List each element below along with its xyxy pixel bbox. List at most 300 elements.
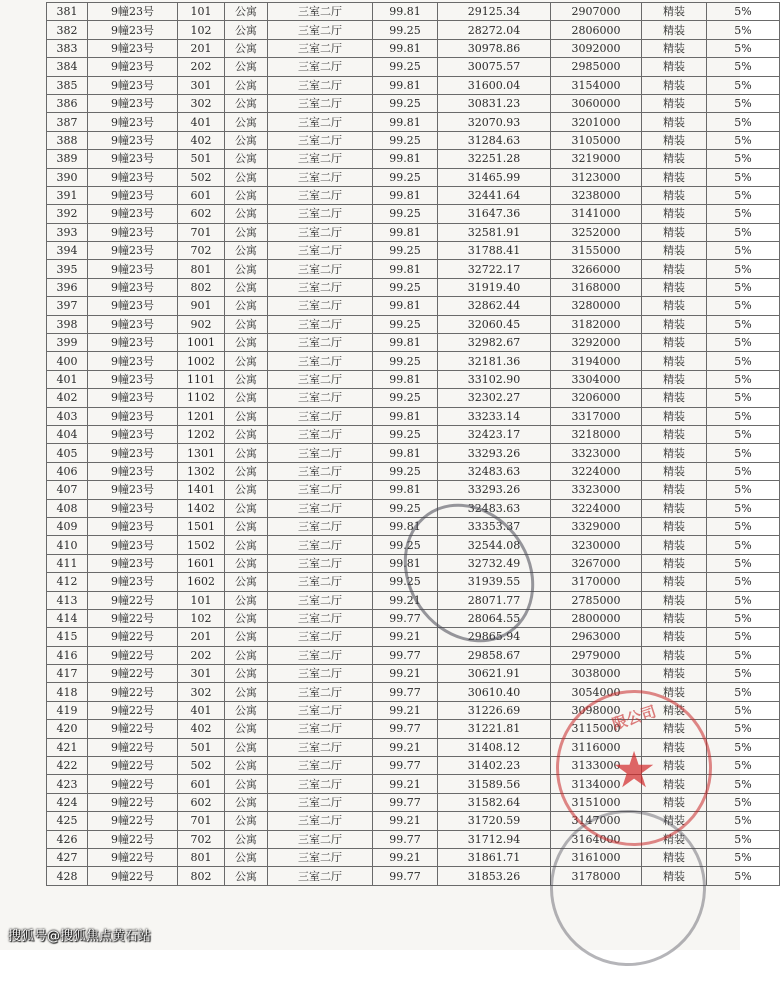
cell-row-number: 384 bbox=[47, 58, 88, 76]
cell-unit-price: 32732.49 bbox=[438, 554, 551, 572]
table-row bbox=[47, 352, 780, 370]
cell-area: 99.77 bbox=[373, 793, 438, 811]
cell-usage: 公寓 bbox=[225, 113, 268, 131]
table-row bbox=[47, 58, 780, 76]
cell-total-price: 3266000 bbox=[551, 260, 642, 278]
cell-usage: 公寓 bbox=[225, 370, 268, 388]
cell-row-number: 426 bbox=[47, 830, 88, 848]
cell-finish: 精装 bbox=[642, 131, 707, 149]
table-row bbox=[47, 223, 780, 241]
cell-finish: 精装 bbox=[642, 683, 707, 701]
cell-unit-price: 32070.93 bbox=[438, 113, 551, 131]
cell-down-payment-rate: 5% bbox=[707, 260, 780, 278]
table-row bbox=[47, 76, 780, 94]
cell-area: 99.25 bbox=[373, 352, 438, 370]
cell-row-number: 395 bbox=[47, 260, 88, 278]
cell-finish: 精装 bbox=[642, 462, 707, 480]
cell-total-price: 3304000 bbox=[551, 370, 642, 388]
table-row bbox=[47, 113, 780, 131]
cell-area: 99.81 bbox=[373, 76, 438, 94]
cell-building: 9幢23号 bbox=[88, 334, 178, 352]
cell-room-number: 1401 bbox=[178, 481, 225, 499]
cell-usage: 公寓 bbox=[225, 352, 268, 370]
cell-down-payment-rate: 5% bbox=[707, 683, 780, 701]
cell-layout: 三室二厅 bbox=[268, 352, 373, 370]
cell-layout: 三室二厅 bbox=[268, 94, 373, 112]
cell-finish: 精装 bbox=[642, 591, 707, 609]
cell-usage: 公寓 bbox=[225, 536, 268, 554]
cell-down-payment-rate: 5% bbox=[707, 186, 780, 204]
cell-usage: 公寓 bbox=[225, 481, 268, 499]
cell-area: 99.77 bbox=[373, 646, 438, 664]
cell-unit-price: 31402.23 bbox=[438, 757, 551, 775]
cell-room-number: 602 bbox=[178, 205, 225, 223]
cell-layout: 三室二厅 bbox=[268, 278, 373, 296]
cell-layout: 三室二厅 bbox=[268, 591, 373, 609]
cell-room-number: 102 bbox=[178, 21, 225, 39]
cell-area: 99.21 bbox=[373, 701, 438, 719]
cell-total-price: 3280000 bbox=[551, 297, 642, 315]
cell-building: 9幢22号 bbox=[88, 775, 178, 793]
cell-building: 9幢23号 bbox=[88, 39, 178, 57]
red-seal-text: 限公司 bbox=[609, 702, 659, 734]
cell-building: 9幢23号 bbox=[88, 462, 178, 480]
cell-building: 9幢22号 bbox=[88, 793, 178, 811]
cell-usage: 公寓 bbox=[225, 646, 268, 664]
cell-area: 99.25 bbox=[373, 131, 438, 149]
table-row bbox=[47, 573, 780, 591]
cell-usage: 公寓 bbox=[225, 554, 268, 572]
cell-usage: 公寓 bbox=[225, 573, 268, 591]
cell-layout: 三室二厅 bbox=[268, 3, 373, 21]
cell-usage: 公寓 bbox=[225, 793, 268, 811]
cell-area: 99.25 bbox=[373, 168, 438, 186]
cell-area: 99.21 bbox=[373, 738, 438, 756]
cell-building: 9幢23号 bbox=[88, 150, 178, 168]
cell-layout: 三室二厅 bbox=[268, 150, 373, 168]
cell-usage: 公寓 bbox=[225, 334, 268, 352]
cell-finish: 精装 bbox=[642, 701, 707, 719]
cell-down-payment-rate: 5% bbox=[707, 370, 780, 388]
cell-finish: 精装 bbox=[642, 3, 707, 21]
table-row bbox=[47, 646, 780, 664]
cell-down-payment-rate: 5% bbox=[707, 444, 780, 462]
cell-down-payment-rate: 5% bbox=[707, 242, 780, 260]
cell-finish: 精装 bbox=[642, 536, 707, 554]
cell-finish: 精装 bbox=[642, 205, 707, 223]
cell-usage: 公寓 bbox=[225, 775, 268, 793]
star-icon: ★ bbox=[611, 741, 657, 799]
cell-layout: 三室二厅 bbox=[268, 223, 373, 241]
cell-layout: 三室二厅 bbox=[268, 536, 373, 554]
cell-total-price: 3238000 bbox=[551, 186, 642, 204]
cell-row-number: 402 bbox=[47, 389, 88, 407]
cell-area: 99.81 bbox=[373, 223, 438, 241]
cell-layout: 三室二厅 bbox=[268, 481, 373, 499]
table-row bbox=[47, 297, 780, 315]
cell-total-price: 2979000 bbox=[551, 646, 642, 664]
cell-layout: 三室二厅 bbox=[268, 793, 373, 811]
cell-down-payment-rate: 5% bbox=[707, 425, 780, 443]
cell-building: 9幢22号 bbox=[88, 665, 178, 683]
cell-unit-price: 32722.17 bbox=[438, 260, 551, 278]
cell-finish: 精装 bbox=[642, 352, 707, 370]
cell-room-number: 101 bbox=[178, 591, 225, 609]
cell-usage: 公寓 bbox=[225, 260, 268, 278]
cell-down-payment-rate: 5% bbox=[707, 757, 780, 775]
cell-total-price: 2963000 bbox=[551, 628, 642, 646]
cell-unit-price: 32251.28 bbox=[438, 150, 551, 168]
cell-layout: 三室二厅 bbox=[268, 334, 373, 352]
cell-usage: 公寓 bbox=[225, 591, 268, 609]
cell-total-price: 3267000 bbox=[551, 554, 642, 572]
cell-area: 99.25 bbox=[373, 389, 438, 407]
cell-room-number: 1601 bbox=[178, 554, 225, 572]
cell-unit-price: 31582.64 bbox=[438, 793, 551, 811]
cell-layout: 三室二厅 bbox=[268, 738, 373, 756]
cell-building: 9幢22号 bbox=[88, 683, 178, 701]
cell-unit-price: 30075.57 bbox=[438, 58, 551, 76]
cell-area: 99.81 bbox=[373, 370, 438, 388]
cell-area: 99.77 bbox=[373, 867, 438, 885]
cell-layout: 三室二厅 bbox=[268, 21, 373, 39]
table-row bbox=[47, 131, 780, 149]
cell-room-number: 1501 bbox=[178, 517, 225, 535]
cell-area: 99.81 bbox=[373, 554, 438, 572]
cell-finish: 精装 bbox=[642, 499, 707, 517]
cell-layout: 三室二厅 bbox=[268, 646, 373, 664]
cell-usage: 公寓 bbox=[225, 499, 268, 517]
cell-total-price: 3154000 bbox=[551, 76, 642, 94]
cell-row-number: 401 bbox=[47, 370, 88, 388]
cell-unit-price: 30610.40 bbox=[438, 683, 551, 701]
cell-finish: 精装 bbox=[642, 21, 707, 39]
cell-usage: 公寓 bbox=[225, 94, 268, 112]
cell-unit-price: 33293.26 bbox=[438, 444, 551, 462]
cell-finish: 精装 bbox=[642, 517, 707, 535]
cell-usage: 公寓 bbox=[225, 683, 268, 701]
cell-room-number: 301 bbox=[178, 76, 225, 94]
table-row bbox=[47, 334, 780, 352]
cell-total-price: 3147000 bbox=[551, 812, 642, 830]
cell-row-number: 391 bbox=[47, 186, 88, 204]
cell-total-price: 3206000 bbox=[551, 389, 642, 407]
cell-down-payment-rate: 5% bbox=[707, 517, 780, 535]
cell-area: 99.81 bbox=[373, 3, 438, 21]
cell-down-payment-rate: 5% bbox=[707, 628, 780, 646]
cell-down-payment-rate: 5% bbox=[707, 150, 780, 168]
cell-total-price: 2985000 bbox=[551, 58, 642, 76]
cell-layout: 三室二厅 bbox=[268, 389, 373, 407]
table-row bbox=[47, 150, 780, 168]
cell-room-number: 202 bbox=[178, 646, 225, 664]
cell-area: 99.77 bbox=[373, 683, 438, 701]
cell-total-price: 3116000 bbox=[551, 738, 642, 756]
cell-row-number: 387 bbox=[47, 113, 88, 131]
cell-area: 99.81 bbox=[373, 334, 438, 352]
cell-usage: 公寓 bbox=[225, 242, 268, 260]
cell-room-number: 801 bbox=[178, 260, 225, 278]
cell-usage: 公寓 bbox=[225, 848, 268, 866]
cell-layout: 三室二厅 bbox=[268, 205, 373, 223]
cell-down-payment-rate: 5% bbox=[707, 848, 780, 866]
cell-down-payment-rate: 5% bbox=[707, 58, 780, 76]
cell-finish: 精装 bbox=[642, 793, 707, 811]
cell-finish: 精装 bbox=[642, 260, 707, 278]
cell-usage: 公寓 bbox=[225, 609, 268, 627]
cell-row-number: 407 bbox=[47, 481, 88, 499]
cell-unit-price: 31939.55 bbox=[438, 573, 551, 591]
table-row bbox=[47, 242, 780, 260]
cell-unit-price: 32423.17 bbox=[438, 425, 551, 443]
cell-finish: 精装 bbox=[642, 76, 707, 94]
cell-down-payment-rate: 5% bbox=[707, 738, 780, 756]
watermark: 搜狐号@搜狐焦点黄石站 bbox=[8, 929, 152, 944]
cell-room-number: 501 bbox=[178, 150, 225, 168]
cell-down-payment-rate: 5% bbox=[707, 297, 780, 315]
cell-building: 9幢22号 bbox=[88, 757, 178, 775]
cell-area: 99.25 bbox=[373, 21, 438, 39]
cell-total-price: 3292000 bbox=[551, 334, 642, 352]
cell-room-number: 501 bbox=[178, 738, 225, 756]
cell-row-number: 410 bbox=[47, 536, 88, 554]
cell-layout: 三室二厅 bbox=[268, 701, 373, 719]
cell-finish: 精装 bbox=[642, 573, 707, 591]
cell-building: 9幢23号 bbox=[88, 168, 178, 186]
cell-unit-price: 31788.41 bbox=[438, 242, 551, 260]
cell-usage: 公寓 bbox=[225, 131, 268, 149]
cell-usage: 公寓 bbox=[225, 3, 268, 21]
cell-finish: 精装 bbox=[642, 867, 707, 885]
cell-area: 99.81 bbox=[373, 407, 438, 425]
cell-finish: 精装 bbox=[642, 370, 707, 388]
cell-building: 9幢23号 bbox=[88, 425, 178, 443]
cell-finish: 精装 bbox=[642, 628, 707, 646]
cell-down-payment-rate: 5% bbox=[707, 665, 780, 683]
table-row bbox=[47, 94, 780, 112]
cell-unit-price: 32441.64 bbox=[438, 186, 551, 204]
cell-building: 9幢23号 bbox=[88, 205, 178, 223]
cell-down-payment-rate: 5% bbox=[707, 591, 780, 609]
cell-layout: 三室二厅 bbox=[268, 168, 373, 186]
cell-finish: 精装 bbox=[642, 738, 707, 756]
cell-usage: 公寓 bbox=[225, 830, 268, 848]
cell-room-number: 601 bbox=[178, 186, 225, 204]
cell-row-number: 404 bbox=[47, 425, 88, 443]
cell-usage: 公寓 bbox=[225, 812, 268, 830]
cell-down-payment-rate: 5% bbox=[707, 76, 780, 94]
cell-layout: 三室二厅 bbox=[268, 186, 373, 204]
cell-usage: 公寓 bbox=[225, 701, 268, 719]
table-row bbox=[47, 517, 780, 535]
cell-row-number: 381 bbox=[47, 3, 88, 21]
cell-building: 9幢22号 bbox=[88, 591, 178, 609]
cell-layout: 三室二厅 bbox=[268, 425, 373, 443]
cell-row-number: 383 bbox=[47, 39, 88, 57]
table-row bbox=[47, 39, 780, 57]
cell-room-number: 402 bbox=[178, 720, 225, 738]
table-row bbox=[47, 812, 780, 830]
cell-row-number: 400 bbox=[47, 352, 88, 370]
cell-unit-price: 31861.71 bbox=[438, 848, 551, 866]
cell-down-payment-rate: 5% bbox=[707, 793, 780, 811]
cell-total-price: 3323000 bbox=[551, 481, 642, 499]
cell-down-payment-rate: 5% bbox=[707, 499, 780, 517]
cell-area: 99.81 bbox=[373, 517, 438, 535]
cell-room-number: 601 bbox=[178, 775, 225, 793]
cell-room-number: 1001 bbox=[178, 334, 225, 352]
cell-row-number: 388 bbox=[47, 131, 88, 149]
cell-building: 9幢23号 bbox=[88, 297, 178, 315]
cell-row-number: 393 bbox=[47, 223, 88, 241]
cell-building: 9幢23号 bbox=[88, 58, 178, 76]
cell-building: 9幢23号 bbox=[88, 315, 178, 333]
cell-room-number: 701 bbox=[178, 812, 225, 830]
cell-down-payment-rate: 5% bbox=[707, 205, 780, 223]
cell-room-number: 101 bbox=[178, 3, 225, 21]
cell-area: 99.25 bbox=[373, 242, 438, 260]
cell-finish: 精装 bbox=[642, 242, 707, 260]
cell-room-number: 802 bbox=[178, 867, 225, 885]
cell-building: 9幢22号 bbox=[88, 812, 178, 830]
cell-total-price: 3133000 bbox=[551, 757, 642, 775]
cell-area: 99.77 bbox=[373, 609, 438, 627]
cell-room-number: 201 bbox=[178, 628, 225, 646]
cell-down-payment-rate: 5% bbox=[707, 609, 780, 627]
cell-layout: 三室二厅 bbox=[268, 462, 373, 480]
cell-total-price: 3054000 bbox=[551, 683, 642, 701]
cell-room-number: 802 bbox=[178, 278, 225, 296]
cell-unit-price: 33293.26 bbox=[438, 481, 551, 499]
cell-layout: 三室二厅 bbox=[268, 720, 373, 738]
price-list-body bbox=[47, 3, 780, 886]
cell-area: 99.81 bbox=[373, 297, 438, 315]
cell-total-price: 3194000 bbox=[551, 352, 642, 370]
cell-unit-price: 32982.67 bbox=[438, 334, 551, 352]
cell-building: 9幢22号 bbox=[88, 646, 178, 664]
cell-building: 9幢23号 bbox=[88, 260, 178, 278]
cell-room-number: 201 bbox=[178, 39, 225, 57]
table-row bbox=[47, 720, 780, 738]
cell-row-number: 412 bbox=[47, 573, 88, 591]
cell-usage: 公寓 bbox=[225, 168, 268, 186]
cell-row-number: 427 bbox=[47, 848, 88, 866]
cell-room-number: 502 bbox=[178, 757, 225, 775]
cell-area: 99.21 bbox=[373, 591, 438, 609]
cell-usage: 公寓 bbox=[225, 738, 268, 756]
cell-down-payment-rate: 5% bbox=[707, 573, 780, 591]
cell-row-number: 406 bbox=[47, 462, 88, 480]
cell-area: 99.25 bbox=[373, 205, 438, 223]
table-row bbox=[47, 481, 780, 499]
cell-room-number: 1102 bbox=[178, 389, 225, 407]
cell-finish: 精装 bbox=[642, 58, 707, 76]
cell-unit-price: 31284.63 bbox=[438, 131, 551, 149]
cell-room-number: 1402 bbox=[178, 499, 225, 517]
cell-total-price: 3151000 bbox=[551, 793, 642, 811]
table-row bbox=[47, 315, 780, 333]
cell-total-price: 3115000 bbox=[551, 720, 642, 738]
cell-row-number: 399 bbox=[47, 334, 88, 352]
cell-unit-price: 29865.94 bbox=[438, 628, 551, 646]
cell-room-number: 202 bbox=[178, 58, 225, 76]
cell-unit-price: 31712.94 bbox=[438, 830, 551, 848]
cell-finish: 精装 bbox=[642, 665, 707, 683]
cell-row-number: 397 bbox=[47, 297, 88, 315]
cell-room-number: 1502 bbox=[178, 536, 225, 554]
cell-finish: 精装 bbox=[642, 830, 707, 848]
cell-usage: 公寓 bbox=[225, 297, 268, 315]
cell-finish: 精装 bbox=[642, 94, 707, 112]
cell-unit-price: 32483.63 bbox=[438, 499, 551, 517]
table-row bbox=[47, 389, 780, 407]
cell-finish: 精装 bbox=[642, 315, 707, 333]
cell-layout: 三室二厅 bbox=[268, 848, 373, 866]
cell-building: 9幢23号 bbox=[88, 3, 178, 21]
cell-building: 9幢22号 bbox=[88, 830, 178, 848]
cell-usage: 公寓 bbox=[225, 278, 268, 296]
table-row bbox=[47, 536, 780, 554]
cell-down-payment-rate: 5% bbox=[707, 39, 780, 57]
cell-finish: 精装 bbox=[642, 646, 707, 664]
cell-room-number: 1101 bbox=[178, 370, 225, 388]
cell-total-price: 3161000 bbox=[551, 848, 642, 866]
cell-unit-price: 31600.04 bbox=[438, 76, 551, 94]
cell-finish: 精装 bbox=[642, 481, 707, 499]
cell-finish: 精装 bbox=[642, 720, 707, 738]
cell-building: 9幢23号 bbox=[88, 573, 178, 591]
cell-unit-price: 31647.36 bbox=[438, 205, 551, 223]
cell-unit-price: 32581.91 bbox=[438, 223, 551, 241]
cell-row-number: 423 bbox=[47, 775, 88, 793]
cell-area: 99.25 bbox=[373, 425, 438, 443]
cell-row-number: 413 bbox=[47, 591, 88, 609]
cell-area: 99.25 bbox=[373, 94, 438, 112]
cell-row-number: 416 bbox=[47, 646, 88, 664]
table-row bbox=[47, 168, 780, 186]
cell-unit-price: 31589.56 bbox=[438, 775, 551, 793]
table-row bbox=[47, 370, 780, 388]
cell-usage: 公寓 bbox=[225, 517, 268, 535]
cell-row-number: 415 bbox=[47, 628, 88, 646]
cell-usage: 公寓 bbox=[225, 444, 268, 462]
cell-total-price: 3201000 bbox=[551, 113, 642, 131]
cell-area: 99.77 bbox=[373, 720, 438, 738]
cell-unit-price: 29125.34 bbox=[438, 3, 551, 21]
cell-area: 99.25 bbox=[373, 315, 438, 333]
cell-unit-price: 33233.14 bbox=[438, 407, 551, 425]
cell-finish: 精装 bbox=[642, 609, 707, 627]
cell-row-number: 394 bbox=[47, 242, 88, 260]
cell-unit-price: 31720.59 bbox=[438, 812, 551, 830]
cell-row-number: 425 bbox=[47, 812, 88, 830]
cell-total-price: 2806000 bbox=[551, 21, 642, 39]
cell-usage: 公寓 bbox=[225, 867, 268, 885]
cell-down-payment-rate: 5% bbox=[707, 812, 780, 830]
cell-unit-price: 30978.86 bbox=[438, 39, 551, 57]
cell-usage: 公寓 bbox=[225, 628, 268, 646]
cell-unit-price: 31919.40 bbox=[438, 278, 551, 296]
cell-layout: 三室二厅 bbox=[268, 554, 373, 572]
cell-building: 9幢23号 bbox=[88, 444, 178, 462]
cell-building: 9幢22号 bbox=[88, 628, 178, 646]
cell-building: 9幢23号 bbox=[88, 223, 178, 241]
cell-layout: 三室二厅 bbox=[268, 812, 373, 830]
cell-room-number: 302 bbox=[178, 683, 225, 701]
table-row bbox=[47, 701, 780, 719]
table-row bbox=[47, 278, 780, 296]
cell-finish: 精装 bbox=[642, 39, 707, 57]
